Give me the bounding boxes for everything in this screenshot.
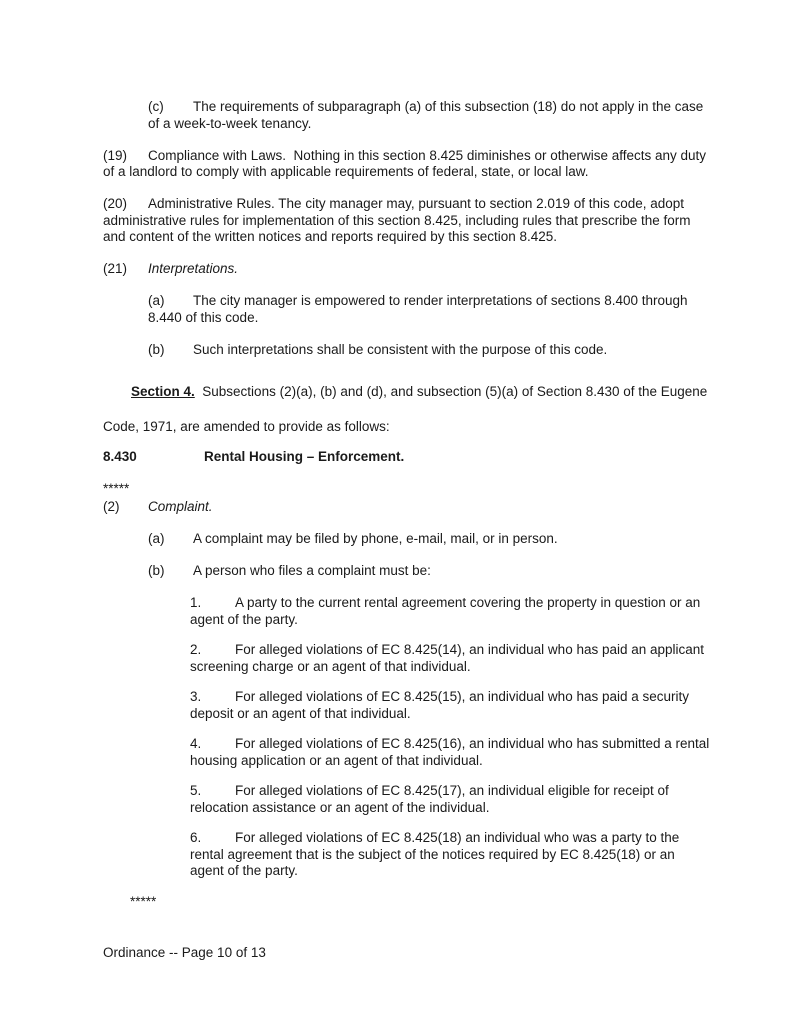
list-item-1	[190, 595, 712, 628]
paragraph-18c-text: The requirements of subparagraph (a) of this subsection (18) do not apply in the case of a week-to-week tenancy.	[148, 99, 708, 131]
list-item-2	[190, 642, 712, 675]
paragraph-21-text: Interpretations.	[148, 261, 239, 276]
list-item-4-label: 4.	[190, 736, 202, 751]
list-item-4-text: For alleged violations of EC 8.425(16), an individual who has submitted a rental housing application or an agent of that individual.	[190, 736, 714, 768]
paragraph-2	[103, 499, 712, 516]
document-page	[103, 99, 712, 977]
paragraph-2a-label: (a)	[148, 531, 165, 546]
list-item-2-label: 2.	[190, 642, 202, 657]
paragraph-2b-text: A person who files a complaint must be:	[193, 563, 431, 578]
list-item-3-label: 3.	[190, 689, 202, 704]
list-item-6	[190, 830, 712, 880]
asterisk-separator: *****	[103, 480, 130, 496]
list-item-1-label: 1.	[190, 595, 202, 610]
paragraph-21a	[148, 293, 712, 326]
section-4-paragraph	[103, 374, 712, 444]
list-item-1-text: A party to the current rental agreement covering the property in question or an agent of the party.	[190, 595, 705, 627]
paragraph-21a-text: The city manager is empowered to render interpretations of sections 8.400 through 8.440 of this code.	[148, 293, 692, 325]
code-heading	[103, 449, 712, 466]
paragraph-18c	[148, 99, 712, 132]
list-item-5-label: 5.	[190, 783, 202, 798]
paragraph-21-label: (21)	[103, 261, 128, 276]
paragraph-19	[103, 148, 712, 181]
paragraph-20-text: Administrative Rules. The city manager may, pursuant to section 2.019 of this code, adopt administrative rules for implementation of this section 8.425, including rules that prescribe the form and content of the written notices and reports required by this section 8.425.	[103, 196, 695, 244]
paragraph-2-text: Complaint.	[148, 499, 213, 514]
paragraph-2a-text: A complaint may be filed by phone, e-mail, mail, or in person.	[193, 531, 558, 546]
paragraph-2b-label: (b)	[148, 563, 165, 578]
asterisk-separator-end: *****	[130, 893, 157, 909]
paragraph-20	[103, 196, 712, 246]
paragraph-21	[103, 261, 712, 278]
list-item-6-label: 6.	[190, 830, 202, 845]
section-4-lead: Section 4.	[131, 383, 195, 399]
list-item-6-text: For alleged violations of EC 8.425(18) an individual who was a party to the rental agreement that is the subject of the notices required by EC 8.425(18) or an agent of the party.	[190, 830, 684, 878]
paragraph-21a-label: (a)	[148, 293, 165, 308]
code-heading-number: 8.430	[103, 448, 137, 464]
paragraph-21b-label: (b)	[148, 341, 165, 357]
paragraph-19-text: Compliance with Laws. Nothing in this section 8.425 diminishes or otherwise affects any duty of a landlord to comply with applicable requirements of federal, state, or local law.	[103, 147, 710, 179]
list-item-3-text: For alleged violations of EC 8.425(15), an individual who has paid a security deposit or an agent of that individual.	[190, 689, 693, 721]
paragraph-18c-label: (c)	[148, 99, 164, 114]
paragraph-20-label: (20)	[103, 196, 128, 211]
list-item-5-text: For alleged violations of EC 8.425(17), an individual eligible for receipt of relocation assistance or an agent of the individual.	[190, 783, 673, 815]
paragraph-21b	[148, 342, 712, 359]
list-item-5	[190, 783, 712, 816]
paragraph-2-label: (2)	[103, 499, 120, 514]
paragraph-21b-text: Such interpretations shall be consistent with the purpose of this code.	[193, 341, 608, 357]
list-item-3	[190, 689, 712, 722]
list-item-4	[190, 736, 712, 769]
code-heading-title: Rental Housing – Enforcement.	[204, 448, 405, 464]
paragraph-19-label: (19)	[103, 147, 128, 163]
paragraph-2b	[148, 563, 712, 580]
section-4-text: Subsections (2)(a), (b) and (d), and subsection (5)(a) of Section 8.430 of the Eugene Code, 1971, are amended to provide as follows:	[103, 383, 712, 434]
list-item-2-text: For alleged violations of EC 8.425(14), an individual who has paid an applicant screening charge or an agent of that individual.	[190, 642, 708, 674]
paragraph-2a	[148, 531, 712, 548]
page-footer: Ordinance -- Page 10 of 13	[103, 945, 266, 960]
